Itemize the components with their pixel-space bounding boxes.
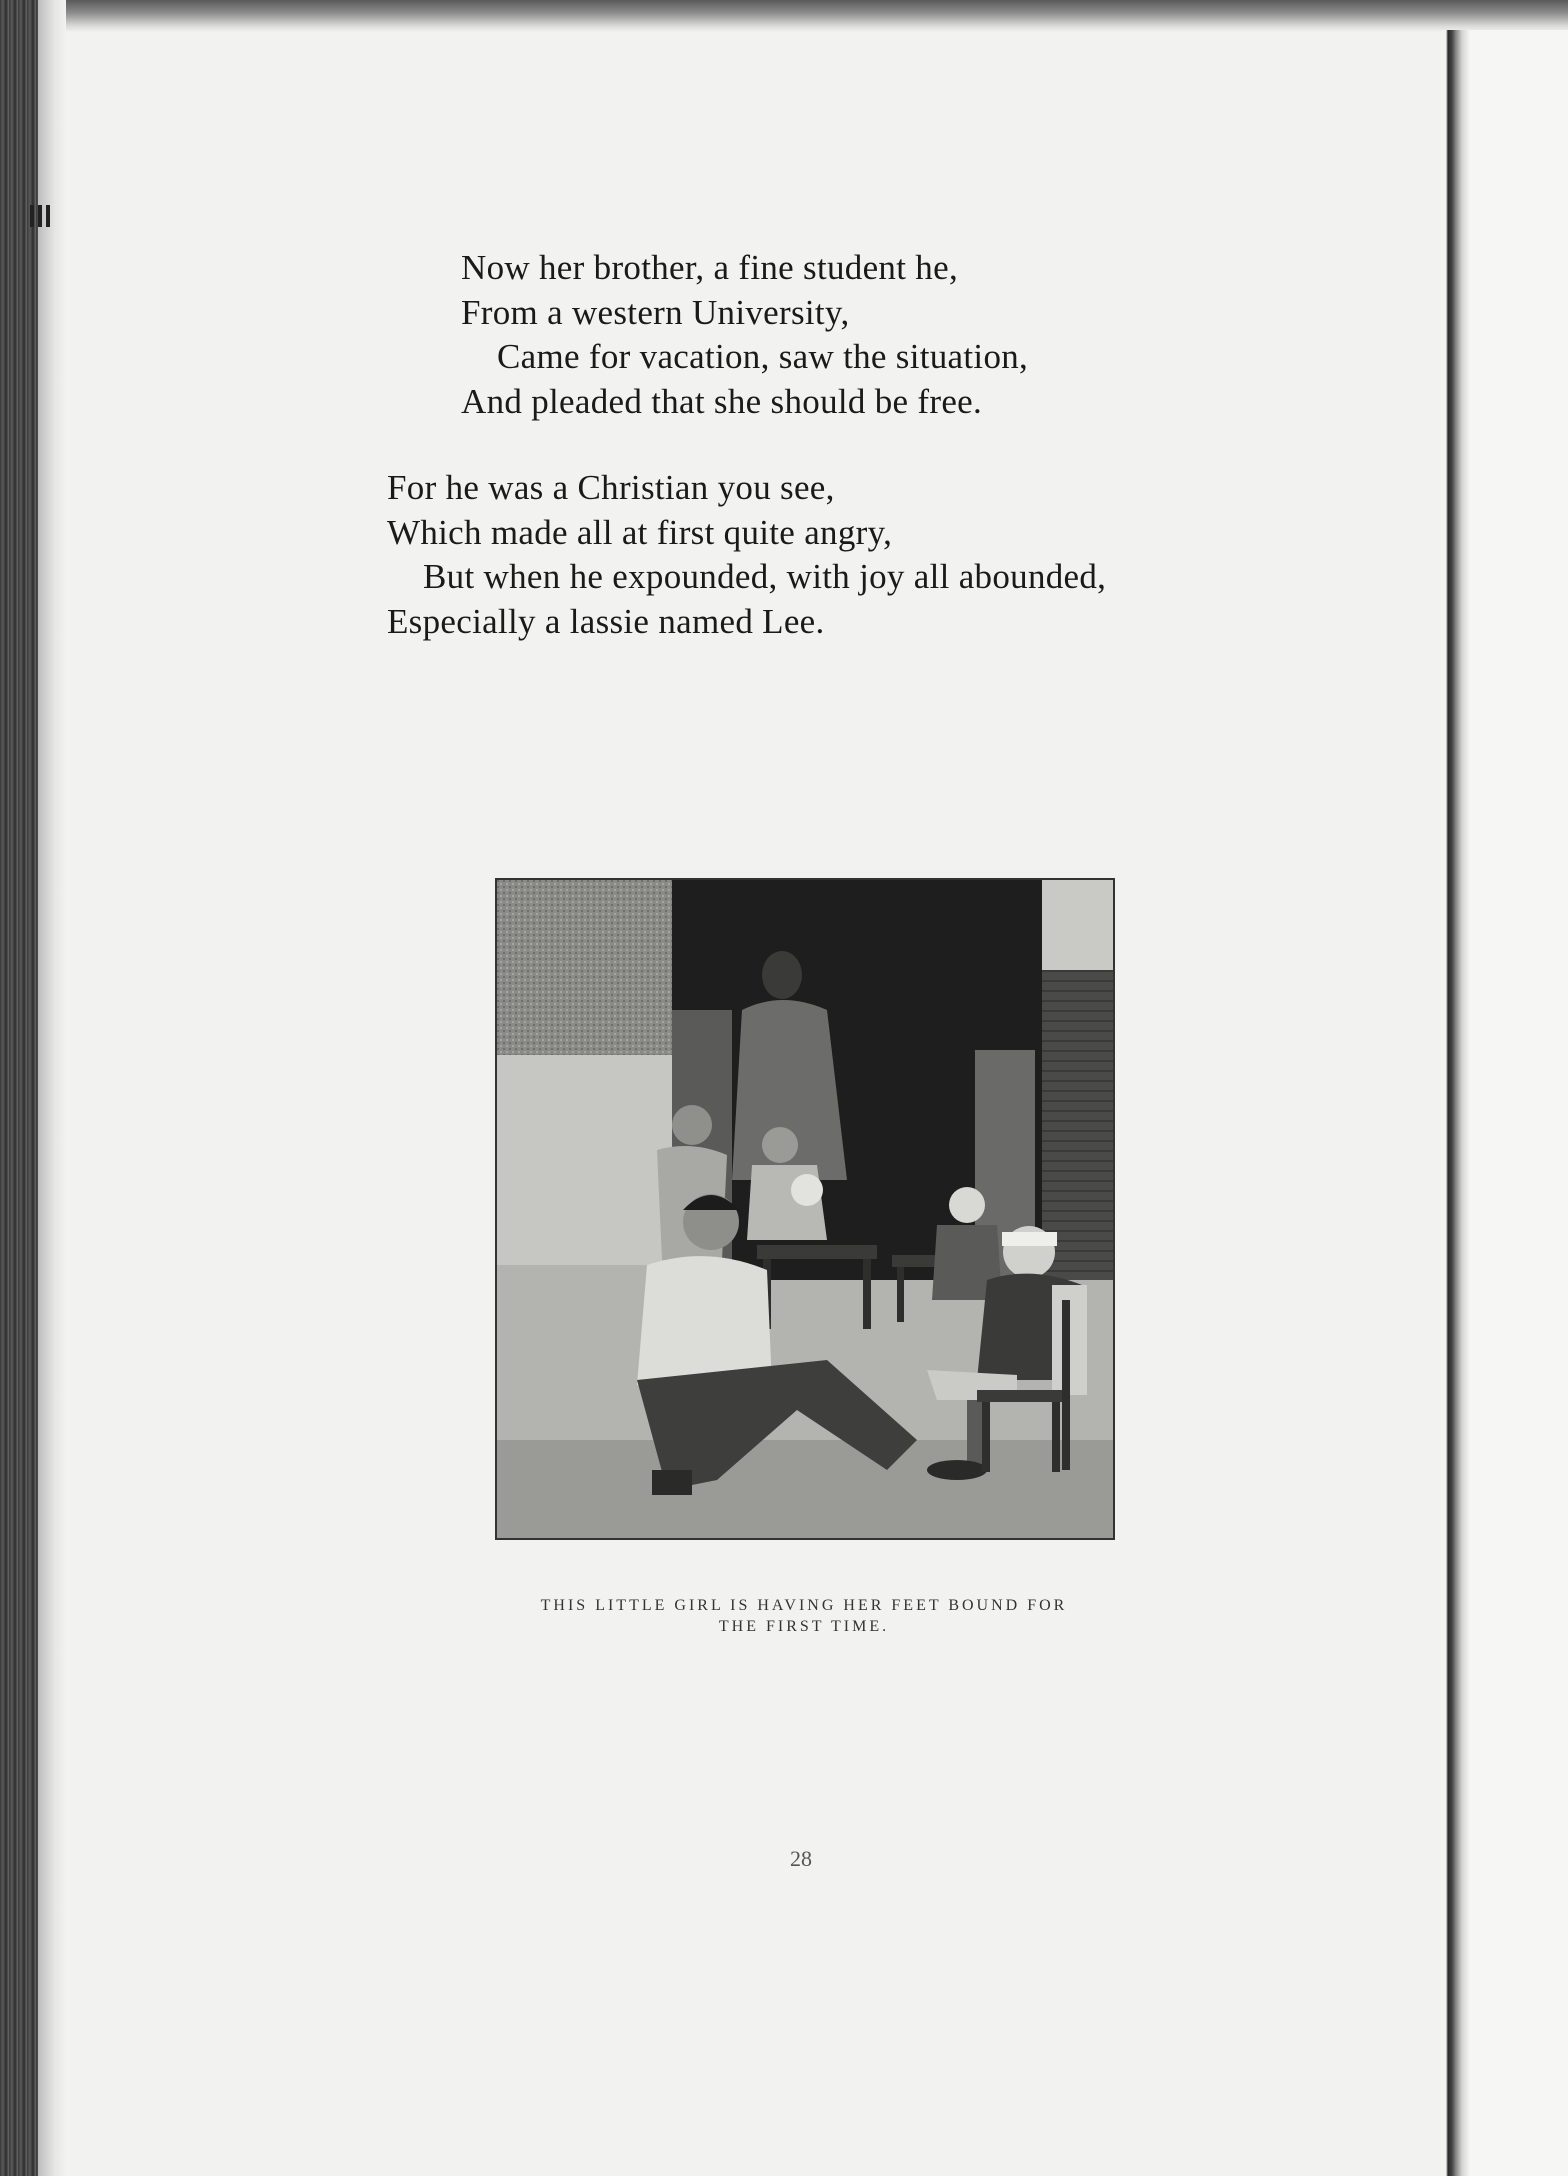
photograph	[495, 878, 1115, 1540]
poem-line: From a western University,	[461, 292, 850, 332]
page-gutter-shadow	[38, 0, 66, 2176]
poem-line: But when he expounded, with joy all abounded,	[423, 557, 1107, 596]
poem-line: Now her brother, a fine student he,	[461, 248, 958, 287]
poem-stanza-2	[387, 466, 1106, 644]
book-binding-left	[0, 0, 38, 2176]
poem-line: Which made all at first quite angry,	[387, 512, 893, 552]
scan-top-edge	[0, 0, 1568, 32]
photo-caption	[366, 1595, 1242, 1637]
caption-line-2: THE FIRST TIME.	[718, 1618, 890, 1635]
photograph-illustration	[497, 880, 1113, 1538]
poem-line: Especially a lassie named Lee.	[387, 601, 825, 641]
poem-stanza-1	[461, 246, 1028, 424]
poem-line: Came for vacation, saw the situation,	[497, 337, 1029, 376]
book-page	[66, 30, 1442, 2176]
caption-line-1: THIS LITTLE GIRL IS HAVING HER FEET BOUND FOR	[540, 1597, 1068, 1614]
poem-line: For he was a Christian you see,	[387, 468, 835, 507]
page-number: 28	[790, 1846, 812, 1871]
spine-marks	[30, 205, 70, 229]
poem-line: And pleaded that she should be free.	[461, 381, 983, 421]
